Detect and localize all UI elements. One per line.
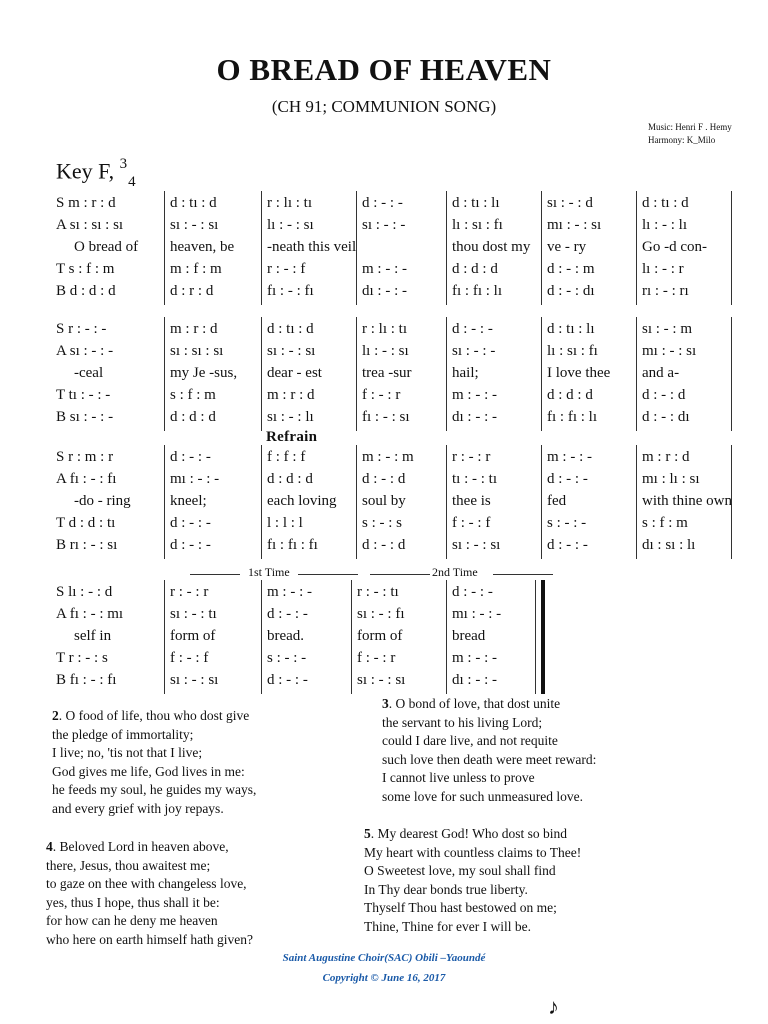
score-cell: f : - : f <box>452 515 491 531</box>
refrain-label: Refrain <box>266 429 318 445</box>
score-cell: s : f : m <box>642 515 688 531</box>
score-cell: sı : - : sı <box>170 217 219 233</box>
score-row-lyrics <box>0 626 768 646</box>
verse-text: O Sweetest love, my soul shall find <box>364 863 556 878</box>
score-cell: I love thee <box>547 365 611 381</box>
score-cell: fı : - : sı <box>362 409 410 425</box>
score-cell: tı : - : tı <box>452 471 497 487</box>
score-cell: d : - : dı <box>642 409 690 425</box>
score-cell: m : r : d <box>642 449 690 465</box>
second-time-text: 2nd Time <box>432 565 478 579</box>
score-row-alto <box>0 604 768 624</box>
score-cell: S r : m : r <box>56 449 114 465</box>
verse-line <box>46 931 253 950</box>
score-cell: dı : - : - <box>362 283 407 299</box>
score-cell: sı : - : fı <box>357 606 405 622</box>
score-cell: d : - : m <box>547 261 595 277</box>
verse-text: I cannot live unless to prove <box>382 770 535 785</box>
score-cell: f : - : r <box>357 650 396 666</box>
verse-text: . O food of life, thou who dost give <box>58 708 250 723</box>
verse-line <box>382 732 596 751</box>
score-cell: s : f : m <box>170 387 216 403</box>
page-subtitle: (CH 91; COMMUNION SONG) <box>271 97 497 116</box>
score-cell: lı : - : r <box>642 261 684 277</box>
score-cell: sı : - : sı <box>267 343 316 359</box>
score-cell: d : - : - <box>452 584 493 600</box>
second-time-label <box>432 565 478 580</box>
score-cell: trea -sur <box>362 365 412 381</box>
score-cell: d : - : dı <box>547 283 595 299</box>
score-cell: lı : - : sı <box>267 217 314 233</box>
first-time-line-left <box>190 574 240 575</box>
verse-line <box>382 751 596 770</box>
music-note-icon: ♪ <box>548 994 559 1019</box>
score-cell: thou dost my <box>452 239 531 255</box>
key-text: Key F, <box>56 158 115 184</box>
score-cell: d : - : d <box>362 471 406 487</box>
score-cell: lı : sı : fı <box>547 343 598 359</box>
score-cell: form of <box>170 628 216 644</box>
verse-line <box>382 714 596 733</box>
score-cell: A sı : sı : sı <box>56 217 124 233</box>
score-cell: Go -d con- <box>642 239 707 255</box>
verse-line <box>382 695 596 714</box>
verse-text: who here on earth himself hath given? <box>46 931 253 947</box>
time-sig-top: 3 <box>119 156 128 172</box>
score-cell: ve - ry <box>547 239 587 255</box>
score-cell: S r : - : - <box>56 321 107 337</box>
score-cell: m : - : - <box>452 387 497 403</box>
score-cell: s : - : s <box>362 515 403 531</box>
second-time-line-right <box>493 574 553 575</box>
score-row-bass <box>0 535 768 555</box>
score-cell: sı : - : - <box>362 217 406 233</box>
score-cell: d : - : d <box>362 537 406 553</box>
page-title: O BREAD OF HEAVEN <box>216 52 552 87</box>
verse-line <box>46 875 253 894</box>
score-cell: T tı : - : - <box>56 387 111 403</box>
score-cell: d : tı : lı <box>452 195 500 211</box>
score-cell: dı : sı : lı <box>642 537 696 553</box>
score-row-soprano <box>0 193 768 213</box>
first-time-line-right <box>298 574 358 575</box>
score-cell: my Je -sus, <box>170 365 238 381</box>
second-time-line-left <box>370 574 430 575</box>
score-cell: m : - : - <box>547 449 592 465</box>
verse-line <box>364 881 581 900</box>
footer-copyright: Copyright © June 16, 2017 <box>322 972 446 984</box>
score-cell: sı : - : sı <box>357 672 406 688</box>
score-row-tenor <box>0 513 768 533</box>
verse-line <box>52 726 256 745</box>
score-cell: mı : - : sı <box>547 217 602 233</box>
verse-text: and every grief with joy repays. <box>52 800 224 816</box>
score-cell: self in <box>74 628 112 644</box>
score-cell: thee is <box>452 493 491 509</box>
score-cell: with thine own <box>642 493 732 509</box>
footer-choir: Saint Augustine Choir(SAC) Obili –Yaoundé <box>282 952 486 964</box>
verse-line <box>46 838 253 857</box>
score-cell: mı : - : - <box>170 471 220 487</box>
score-cell: T s : f : m <box>56 261 115 277</box>
score-row-bass <box>0 670 768 690</box>
verse-text: My heart with countless claims to Thee! <box>364 844 582 860</box>
score-cell: O bread of <box>74 239 139 255</box>
score-cell: d : - : - <box>547 471 588 487</box>
verse-2 <box>52 707 256 818</box>
score-cell: sı : - : tı <box>170 606 217 622</box>
verse-text: to gaze on thee with changeless love, <box>46 876 247 891</box>
score-cell: fed <box>547 493 567 509</box>
score-cell: fı : - : fı <box>267 283 314 299</box>
score-cell: sı : - : - <box>452 343 496 359</box>
verse-text: Thyself Thou hast bestowed on me; <box>364 900 557 915</box>
score-row-soprano <box>0 447 768 467</box>
score-cell: m : r : d <box>267 387 315 403</box>
first-time-label <box>248 565 290 580</box>
verse-text: he feeds my soul, he guides my ways, <box>52 782 257 797</box>
verse-number: 2 <box>52 708 59 723</box>
verse-number: 4 <box>46 839 53 854</box>
score-row-alto <box>0 469 768 489</box>
score-cell: m : f : m <box>170 261 222 277</box>
score-cell: d : - : - <box>170 537 211 553</box>
score-cell: -ceal <box>74 365 104 381</box>
score-cell: sı : - : m <box>642 321 693 337</box>
time-sig-bottom: 4 <box>128 173 136 190</box>
score-cell: mı : - : sı <box>642 343 697 359</box>
verse-text: the servant to his living Lord; <box>382 714 543 730</box>
score-cell: d : tı : d <box>170 195 217 211</box>
verse-line <box>52 781 256 800</box>
score-cell: T r : - : s <box>56 650 108 666</box>
score-cell: fı : fı : fı <box>267 537 318 553</box>
score-cell: d : tı : d <box>267 321 314 337</box>
verse-line <box>52 800 256 819</box>
score-cell: r : lı : tı <box>362 321 407 337</box>
verse-line <box>382 788 596 807</box>
verse-text: Thine, Thine for ever I will be. <box>364 918 531 934</box>
score-cell: d : d : d <box>170 409 216 425</box>
score-cell: A fı : - : fı <box>56 471 117 487</box>
score-cell: hail; <box>452 365 479 381</box>
score-cell: form of <box>357 628 403 644</box>
score-cell: S m : r : d <box>56 195 116 211</box>
score-cell: d : tı : d <box>642 195 689 211</box>
score-cell: and a- <box>642 365 680 381</box>
score-cell: sı : - : sı <box>452 537 501 553</box>
score-cell: mı : lı : sı <box>642 471 700 487</box>
score-cell: B rı : - : sı <box>56 537 118 553</box>
verse-text: . My dearest God! Who dost so bind <box>370 826 567 841</box>
score-cell: B d : d : d <box>56 283 116 299</box>
score-cell: bread <box>452 628 486 644</box>
verse-3 <box>382 695 596 806</box>
score-cell: d : - : d <box>642 387 686 403</box>
score-cell: sı : sı : sı <box>170 343 224 359</box>
score-cell: r : - : f <box>267 261 306 277</box>
score-cell: kneel; <box>170 493 207 509</box>
score-cell: f : - : f <box>170 650 209 666</box>
score-cell: d : d : d <box>452 261 498 277</box>
score-cell: m : - : - <box>267 584 312 600</box>
verse-number: 5 <box>364 826 371 841</box>
score-cell: dı : - : - <box>452 409 497 425</box>
score-cell: sı : - : lı <box>267 409 314 425</box>
score-cell: s : - : - <box>267 650 307 666</box>
verse-number: 3 <box>382 696 389 711</box>
score-cell: d : - : - <box>452 321 493 337</box>
score-row-soprano <box>0 319 768 339</box>
verse-line <box>52 744 256 763</box>
score-cell: d : tı : lı <box>547 321 595 337</box>
verse-line <box>46 857 253 876</box>
score-cell: d : d : d <box>547 387 593 403</box>
verse-line <box>364 825 581 844</box>
score-row-tenor <box>0 648 768 668</box>
score-cell: d : - : - <box>267 672 308 688</box>
score-row-lyrics <box>0 363 768 383</box>
score-cell: d : - : - <box>362 195 403 211</box>
score-row-alto <box>0 215 768 235</box>
verse-line <box>364 844 581 863</box>
score-row-bass <box>0 407 768 427</box>
score-row-bass <box>0 281 768 301</box>
score-cell: -neath this veil <box>267 239 357 255</box>
score-cell: s : - : - <box>547 515 587 531</box>
score-cell: m : - : - <box>362 261 407 277</box>
score-cell: m : - : m <box>362 449 414 465</box>
score-cell: mı : - : - <box>452 606 502 622</box>
score-row-lyrics <box>0 237 768 257</box>
verse-line <box>46 894 253 913</box>
score-cell: dear - est <box>267 365 322 381</box>
score-cell: lı : - : sı <box>362 343 409 359</box>
score-cell: bread. <box>267 628 305 644</box>
score-cell: l : l : l <box>267 515 303 531</box>
score-cell: m : - : - <box>452 650 497 666</box>
verse-text: the pledge of immortality; <box>52 726 194 742</box>
first-time-text: 1st Time <box>248 565 290 579</box>
score-cell: d : r : d <box>170 283 214 299</box>
verse-text: . O bond of love, that dost unite <box>388 696 561 711</box>
verse-line <box>382 769 596 788</box>
score-cell: f : - : r <box>362 387 401 403</box>
verse-text: yes, thus I hope, thus shall it be: <box>46 894 220 910</box>
verse-text: I live; no, 'tis not that I live; <box>52 745 203 760</box>
score-cell: d : - : - <box>267 606 308 622</box>
verse-line <box>364 918 581 937</box>
score-row-tenor <box>0 259 768 279</box>
score-cell: heaven, be <box>170 239 235 255</box>
score-cell: fı : fı : lı <box>452 283 502 299</box>
score-cell: soul by <box>362 493 406 509</box>
score-cell: A sı : - : - <box>56 343 114 359</box>
verse-text: for how can he deny me heaven <box>46 913 218 928</box>
score-row-tenor <box>0 385 768 405</box>
verse-text: could I dare live, and not requite <box>382 733 558 748</box>
score-cell: T d : d : tı <box>56 515 116 531</box>
score-cell: S lı : - : d <box>56 584 113 600</box>
score-cell: fı : fı : lı <box>547 409 597 425</box>
verse-line <box>46 912 253 931</box>
credit-music: Music: Henri F . Hemy <box>648 122 732 132</box>
verse-5 <box>364 825 581 936</box>
verse-line <box>52 763 256 782</box>
score-cell: d : - : - <box>547 537 588 553</box>
score-cell: sı : - : d <box>547 195 593 211</box>
credits <box>648 121 732 147</box>
verse-text: such love then death were meet reward: <box>382 751 597 767</box>
score-cell: r : - : r <box>452 449 491 465</box>
score-cell: rı : - : rı <box>642 283 689 299</box>
score-cell: A fı : - : mı <box>56 606 124 622</box>
score-cell: d : d : d <box>267 471 313 487</box>
score-cell: lı : - : lı <box>642 217 687 233</box>
score-row-soprano <box>0 582 768 602</box>
verse-text: God gives me life, God lives in me: <box>52 763 245 779</box>
verse-4 <box>46 838 253 949</box>
score-cell: r : lı : tı <box>267 195 312 211</box>
score-cell: f : f : f <box>267 449 306 465</box>
verse-line <box>52 707 256 726</box>
verse-text: In Thy dear bonds true liberty. <box>364 881 528 897</box>
score-cell: sı : - : sı <box>170 672 219 688</box>
verse-line <box>364 899 581 918</box>
score-cell: d : - : - <box>170 449 211 465</box>
score-cell: d : - : - <box>170 515 211 531</box>
score-cell: each loving <box>267 493 337 509</box>
score-cell: r : - : r <box>170 584 209 600</box>
verse-text: there, Jesus, thou awaitest me; <box>46 857 211 873</box>
score-cell: m : r : d <box>170 321 218 337</box>
score-cell: B sı : - : - <box>56 409 114 425</box>
verse-text: some love for such unmeasured love. <box>382 788 583 804</box>
credit-harmony: Harmony: K_Milo <box>648 135 716 145</box>
score-cell: B fı : - : fı <box>56 672 117 688</box>
score-cell: r : - : tı <box>357 584 399 600</box>
score-cell: -do - ring <box>74 493 131 509</box>
verse-line <box>364 862 581 881</box>
key-signature <box>56 158 136 189</box>
score-cell: lı : sı : fı <box>452 217 503 233</box>
score-row-lyrics <box>0 491 768 511</box>
verse-text: . Beloved Lord in heaven above, <box>52 839 229 854</box>
score-row-alto <box>0 341 768 361</box>
score-cell: dı : - : - <box>452 672 497 688</box>
